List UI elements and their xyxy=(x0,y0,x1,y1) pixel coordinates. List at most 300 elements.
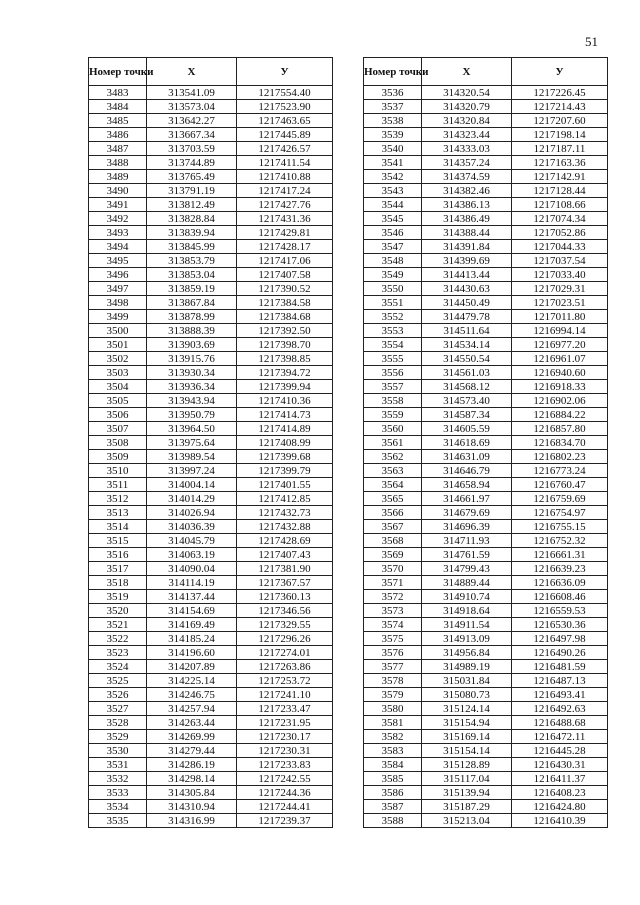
table-row xyxy=(364,632,608,646)
page-number: 51 xyxy=(585,34,598,49)
table-row xyxy=(89,450,333,464)
cell-x: 313859.19 xyxy=(147,282,237,296)
table-row xyxy=(89,786,333,800)
cell-x: 314333.03 xyxy=(422,142,512,156)
cell-y: 1216857.80 xyxy=(512,422,608,436)
table-row xyxy=(89,114,333,128)
cell-y: 1217239.37 xyxy=(237,814,333,828)
cell-y: 1217242.55 xyxy=(237,772,333,786)
table-row xyxy=(89,814,333,828)
cell-y: 1216424.80 xyxy=(512,800,608,814)
cell-x: 314374.59 xyxy=(422,170,512,184)
table-row xyxy=(89,548,333,562)
cell-x: 313765.49 xyxy=(147,170,237,184)
table-row xyxy=(364,100,608,114)
cell-point-number: 3542 xyxy=(364,170,422,184)
table-row xyxy=(89,716,333,730)
table-row xyxy=(89,310,333,324)
cell-y: 1217429.81 xyxy=(237,226,333,240)
cell-point-number: 3508 xyxy=(89,436,147,450)
table-row xyxy=(89,170,333,184)
cell-point-number: 3494 xyxy=(89,240,147,254)
cell-x: 314561.03 xyxy=(422,366,512,380)
table-row xyxy=(364,660,608,674)
cell-y: 1216759.69 xyxy=(512,492,608,506)
cell-point-number: 3572 xyxy=(364,590,422,604)
cell-point-number: 3489 xyxy=(89,170,147,184)
cell-x: 314761.59 xyxy=(422,548,512,562)
cell-x: 315187.29 xyxy=(422,800,512,814)
cell-point-number: 3514 xyxy=(89,520,147,534)
table-row xyxy=(89,758,333,772)
cell-x: 314154.69 xyxy=(147,604,237,618)
header-point-number: Номер точки xyxy=(89,58,147,86)
cell-y: 1217033.40 xyxy=(512,268,608,282)
cell-x: 314298.14 xyxy=(147,772,237,786)
cell-x: 314357.24 xyxy=(422,156,512,170)
table-row xyxy=(89,772,333,786)
cell-x: 315154.94 xyxy=(422,716,512,730)
cell-point-number: 3551 xyxy=(364,296,422,310)
cell-y: 1217394.72 xyxy=(237,366,333,380)
cell-point-number: 3523 xyxy=(89,646,147,660)
cell-y: 1217408.99 xyxy=(237,436,333,450)
cell-x: 314279.44 xyxy=(147,744,237,758)
cell-point-number: 3527 xyxy=(89,702,147,716)
cell-x: 314911.54 xyxy=(422,618,512,632)
cell-x: 314320.84 xyxy=(422,114,512,128)
table-row xyxy=(364,366,608,380)
cell-y: 1216639.23 xyxy=(512,562,608,576)
cell-point-number: 3553 xyxy=(364,324,422,338)
table-row xyxy=(364,380,608,394)
cell-x: 314185.24 xyxy=(147,632,237,646)
cell-y: 1217230.31 xyxy=(237,744,333,758)
cell-point-number: 3561 xyxy=(364,436,422,450)
cell-y: 1216488.68 xyxy=(512,716,608,730)
cell-point-number: 3569 xyxy=(364,548,422,562)
cell-point-number: 3497 xyxy=(89,282,147,296)
cell-point-number: 3505 xyxy=(89,394,147,408)
cell-point-number: 3504 xyxy=(89,380,147,394)
cell-point-number: 3563 xyxy=(364,464,422,478)
cell-y: 1217399.79 xyxy=(237,464,333,478)
cell-point-number: 3575 xyxy=(364,632,422,646)
cell-x: 313867.84 xyxy=(147,296,237,310)
cell-x: 314413.44 xyxy=(422,268,512,282)
cell-y: 1216430.31 xyxy=(512,758,608,772)
table-header-row xyxy=(89,58,333,86)
cell-point-number: 3582 xyxy=(364,730,422,744)
table-row xyxy=(89,590,333,604)
table-row xyxy=(364,534,608,548)
header-y: У xyxy=(237,58,333,86)
cell-point-number: 3510 xyxy=(89,464,147,478)
cell-x: 314014.29 xyxy=(147,492,237,506)
cell-point-number: 3550 xyxy=(364,282,422,296)
table-row xyxy=(364,198,608,212)
cell-y: 1217329.55 xyxy=(237,618,333,632)
cell-point-number: 3500 xyxy=(89,324,147,338)
cell-y: 1217414.89 xyxy=(237,422,333,436)
cell-point-number: 3566 xyxy=(364,506,422,520)
cell-y: 1217432.73 xyxy=(237,506,333,520)
cell-x: 315124.14 xyxy=(422,702,512,716)
cell-x: 313888.39 xyxy=(147,324,237,338)
cell-point-number: 3531 xyxy=(89,758,147,772)
table-row xyxy=(89,646,333,660)
cell-y: 1217427.76 xyxy=(237,198,333,212)
cell-y: 1217410.36 xyxy=(237,394,333,408)
table-row xyxy=(364,86,608,100)
cell-point-number: 3495 xyxy=(89,254,147,268)
cell-point-number: 3503 xyxy=(89,366,147,380)
cell-x: 313828.84 xyxy=(147,212,237,226)
cell-x: 313975.64 xyxy=(147,436,237,450)
cell-point-number: 3533 xyxy=(89,786,147,800)
cell-x: 314568.12 xyxy=(422,380,512,394)
cell-x: 314196.60 xyxy=(147,646,237,660)
cell-point-number: 3539 xyxy=(364,128,422,142)
table-row xyxy=(364,422,608,436)
cell-y: 1217163.36 xyxy=(512,156,608,170)
cell-x: 314956.84 xyxy=(422,646,512,660)
cell-y: 1217226.45 xyxy=(512,86,608,100)
cell-point-number: 3529 xyxy=(89,730,147,744)
cell-point-number: 3501 xyxy=(89,338,147,352)
cell-x: 314063.19 xyxy=(147,548,237,562)
cell-x: 313845.99 xyxy=(147,240,237,254)
cell-x: 314114.19 xyxy=(147,576,237,590)
table-row xyxy=(89,366,333,380)
cell-x: 313915.76 xyxy=(147,352,237,366)
cell-y: 1217410.88 xyxy=(237,170,333,184)
cell-x: 314910.74 xyxy=(422,590,512,604)
cell-point-number: 3547 xyxy=(364,240,422,254)
cell-x: 313791.19 xyxy=(147,184,237,198)
cell-x: 314550.54 xyxy=(422,352,512,366)
table-row xyxy=(89,478,333,492)
cell-point-number: 3484 xyxy=(89,100,147,114)
cell-point-number: 3586 xyxy=(364,786,422,800)
cell-y: 1217523.90 xyxy=(237,100,333,114)
cell-point-number: 3496 xyxy=(89,268,147,282)
cell-y: 1217011.80 xyxy=(512,310,608,324)
cell-point-number: 3525 xyxy=(89,674,147,688)
cell-point-number: 3488 xyxy=(89,156,147,170)
cell-y: 1217432.88 xyxy=(237,520,333,534)
cell-point-number: 3567 xyxy=(364,520,422,534)
table-row xyxy=(89,128,333,142)
table-row xyxy=(364,282,608,296)
table-row xyxy=(89,464,333,478)
table-row xyxy=(89,744,333,758)
coordinates-table-left xyxy=(88,57,333,828)
cell-x: 314989.19 xyxy=(422,660,512,674)
table-row xyxy=(89,562,333,576)
cell-point-number: 3507 xyxy=(89,422,147,436)
cell-point-number: 3588 xyxy=(364,814,422,828)
cell-y: 1217412.85 xyxy=(237,492,333,506)
table-row xyxy=(89,408,333,422)
table-row xyxy=(364,156,608,170)
cell-y: 1216636.09 xyxy=(512,576,608,590)
cell-x: 315128.89 xyxy=(422,758,512,772)
cell-y: 1217044.33 xyxy=(512,240,608,254)
table-row xyxy=(89,198,333,212)
table-row xyxy=(89,338,333,352)
cell-y: 1217108.66 xyxy=(512,198,608,212)
cell-y: 1217230.17 xyxy=(237,730,333,744)
cell-x: 314918.64 xyxy=(422,604,512,618)
table-row xyxy=(89,282,333,296)
table-row xyxy=(364,338,608,352)
cell-point-number: 3490 xyxy=(89,184,147,198)
cell-point-number: 3544 xyxy=(364,198,422,212)
cell-y: 1217346.56 xyxy=(237,604,333,618)
cell-point-number: 3537 xyxy=(364,100,422,114)
cell-y: 1217231.95 xyxy=(237,716,333,730)
cell-point-number: 3506 xyxy=(89,408,147,422)
cell-point-number: 3493 xyxy=(89,226,147,240)
cell-x: 313943.94 xyxy=(147,394,237,408)
cell-y: 1217214.43 xyxy=(512,100,608,114)
table-row xyxy=(89,324,333,338)
cell-point-number: 3577 xyxy=(364,660,422,674)
cell-x: 314430.63 xyxy=(422,282,512,296)
cell-x: 314658.94 xyxy=(422,478,512,492)
cell-y: 1217401.55 xyxy=(237,478,333,492)
cell-x: 313667.34 xyxy=(147,128,237,142)
cell-y: 1217142.91 xyxy=(512,170,608,184)
table-row xyxy=(89,394,333,408)
cell-point-number: 3548 xyxy=(364,254,422,268)
cell-point-number: 3538 xyxy=(364,114,422,128)
cell-y: 1216834.70 xyxy=(512,436,608,450)
cell-y: 1217296.26 xyxy=(237,632,333,646)
cell-y: 1217052.86 xyxy=(512,226,608,240)
table-row xyxy=(89,534,333,548)
table-row xyxy=(364,800,608,814)
cell-y: 1217241.10 xyxy=(237,688,333,702)
table-row xyxy=(364,730,608,744)
cell-x: 314004.14 xyxy=(147,478,237,492)
cell-y: 1216408.23 xyxy=(512,786,608,800)
cell-point-number: 3536 xyxy=(364,86,422,100)
cell-point-number: 3483 xyxy=(89,86,147,100)
cell-x: 314799.43 xyxy=(422,562,512,576)
table-row xyxy=(364,604,608,618)
table-row xyxy=(89,730,333,744)
cell-y: 1217428.17 xyxy=(237,240,333,254)
table-row xyxy=(89,380,333,394)
cell-point-number: 3568 xyxy=(364,534,422,548)
cell-point-number: 3513 xyxy=(89,506,147,520)
header-x: X xyxy=(422,58,512,86)
table-row xyxy=(89,268,333,282)
cell-point-number: 3519 xyxy=(89,590,147,604)
cell-y: 1217407.43 xyxy=(237,548,333,562)
table-row xyxy=(89,506,333,520)
table-row xyxy=(89,212,333,226)
cell-x: 313853.04 xyxy=(147,268,237,282)
cell-x: 314631.09 xyxy=(422,450,512,464)
cell-y: 1217381.90 xyxy=(237,562,333,576)
cell-x: 313573.04 xyxy=(147,100,237,114)
cell-x: 313950.79 xyxy=(147,408,237,422)
cell-point-number: 3565 xyxy=(364,492,422,506)
cell-point-number: 3540 xyxy=(364,142,422,156)
cell-x: 315139.94 xyxy=(422,786,512,800)
table-row xyxy=(89,100,333,114)
cell-x: 314386.49 xyxy=(422,212,512,226)
cell-y: 1217074.34 xyxy=(512,212,608,226)
table-row xyxy=(89,604,333,618)
cell-x: 314587.34 xyxy=(422,408,512,422)
cell-y: 1217263.86 xyxy=(237,660,333,674)
cell-y: 1217411.54 xyxy=(237,156,333,170)
cell-y: 1217398.70 xyxy=(237,338,333,352)
cell-y: 1217274.01 xyxy=(237,646,333,660)
table-row xyxy=(364,296,608,310)
header-x: X xyxy=(147,58,237,86)
cell-y: 1217399.94 xyxy=(237,380,333,394)
cell-point-number: 3492 xyxy=(89,212,147,226)
cell-y: 1217253.72 xyxy=(237,674,333,688)
cell-x: 314137.44 xyxy=(147,590,237,604)
cell-y: 1216608.46 xyxy=(512,590,608,604)
table-body-right xyxy=(364,86,608,828)
table-row xyxy=(364,688,608,702)
table-row xyxy=(364,464,608,478)
cell-x: 314889.44 xyxy=(422,576,512,590)
cell-y: 1216977.20 xyxy=(512,338,608,352)
coordinates-table-right xyxy=(363,57,608,828)
cell-point-number: 3543 xyxy=(364,184,422,198)
cell-y: 1217233.83 xyxy=(237,758,333,772)
cell-x: 315080.73 xyxy=(422,688,512,702)
cell-y: 1216902.06 xyxy=(512,394,608,408)
cell-x: 314310.94 xyxy=(147,800,237,814)
table-row xyxy=(364,702,608,716)
cell-x: 314399.69 xyxy=(422,254,512,268)
cell-x: 314207.89 xyxy=(147,660,237,674)
table-row xyxy=(364,408,608,422)
cell-y: 1216472.11 xyxy=(512,730,608,744)
table-row xyxy=(89,156,333,170)
cell-x: 315154.14 xyxy=(422,744,512,758)
cell-y: 1216661.31 xyxy=(512,548,608,562)
cell-point-number: 3509 xyxy=(89,450,147,464)
cell-point-number: 3530 xyxy=(89,744,147,758)
cell-y: 1217244.36 xyxy=(237,786,333,800)
cell-point-number: 3587 xyxy=(364,800,422,814)
cell-point-number: 3555 xyxy=(364,352,422,366)
cell-y: 1216410.39 xyxy=(512,814,608,828)
table-row xyxy=(89,422,333,436)
cell-point-number: 3520 xyxy=(89,604,147,618)
cell-point-number: 3552 xyxy=(364,310,422,324)
cell-y: 1216493.41 xyxy=(512,688,608,702)
table-row xyxy=(89,674,333,688)
cell-y: 1217198.14 xyxy=(512,128,608,142)
cell-point-number: 3511 xyxy=(89,478,147,492)
cell-x: 313989.54 xyxy=(147,450,237,464)
table-row xyxy=(89,702,333,716)
table-row xyxy=(89,520,333,534)
cell-point-number: 3499 xyxy=(89,310,147,324)
cell-y: 1216481.59 xyxy=(512,660,608,674)
cell-x: 314711.93 xyxy=(422,534,512,548)
cell-x: 314320.54 xyxy=(422,86,512,100)
cell-x: 314386.13 xyxy=(422,198,512,212)
cell-x: 315117.04 xyxy=(422,772,512,786)
cell-x: 314316.99 xyxy=(147,814,237,828)
cell-point-number: 3502 xyxy=(89,352,147,366)
table-row xyxy=(364,786,608,800)
cell-x: 313703.59 xyxy=(147,142,237,156)
cell-point-number: 3556 xyxy=(364,366,422,380)
table-header-row xyxy=(364,58,608,86)
cell-point-number: 3571 xyxy=(364,576,422,590)
cell-y: 1216773.24 xyxy=(512,464,608,478)
cell-y: 1217384.68 xyxy=(237,310,333,324)
table-row xyxy=(364,478,608,492)
cell-x: 313541.09 xyxy=(147,86,237,100)
cell-y: 1217367.57 xyxy=(237,576,333,590)
cell-y: 1217360.13 xyxy=(237,590,333,604)
cell-x: 315213.04 xyxy=(422,814,512,828)
cell-y: 1217244.41 xyxy=(237,800,333,814)
cell-x: 314036.39 xyxy=(147,520,237,534)
table-row xyxy=(364,562,608,576)
cell-y: 1217431.36 xyxy=(237,212,333,226)
cell-x: 314323.44 xyxy=(422,128,512,142)
cell-point-number: 3578 xyxy=(364,674,422,688)
table-row xyxy=(89,352,333,366)
cell-point-number: 3583 xyxy=(364,744,422,758)
cell-x: 314225.14 xyxy=(147,674,237,688)
cell-x: 313853.79 xyxy=(147,254,237,268)
table-body-left xyxy=(89,86,333,828)
table-row xyxy=(364,716,608,730)
cell-y: 1217417.24 xyxy=(237,184,333,198)
cell-point-number: 3524 xyxy=(89,660,147,674)
cell-point-number: 3485 xyxy=(89,114,147,128)
table-row xyxy=(89,688,333,702)
cell-y: 1216492.63 xyxy=(512,702,608,716)
table-row xyxy=(89,632,333,646)
cell-point-number: 3584 xyxy=(364,758,422,772)
cell-point-number: 3528 xyxy=(89,716,147,730)
cell-y: 1216559.53 xyxy=(512,604,608,618)
cell-y: 1217390.52 xyxy=(237,282,333,296)
cell-x: 314391.84 xyxy=(422,240,512,254)
cell-point-number: 3574 xyxy=(364,618,422,632)
cell-point-number: 3573 xyxy=(364,604,422,618)
cell-x: 314305.84 xyxy=(147,786,237,800)
cell-point-number: 3526 xyxy=(89,688,147,702)
cell-point-number: 3549 xyxy=(364,268,422,282)
table-row xyxy=(364,352,608,366)
table-row xyxy=(89,618,333,632)
table-row xyxy=(364,226,608,240)
table-row xyxy=(364,744,608,758)
cell-y: 1216445.28 xyxy=(512,744,608,758)
table-row xyxy=(364,772,608,786)
cell-y: 1216490.26 xyxy=(512,646,608,660)
cell-point-number: 3521 xyxy=(89,618,147,632)
